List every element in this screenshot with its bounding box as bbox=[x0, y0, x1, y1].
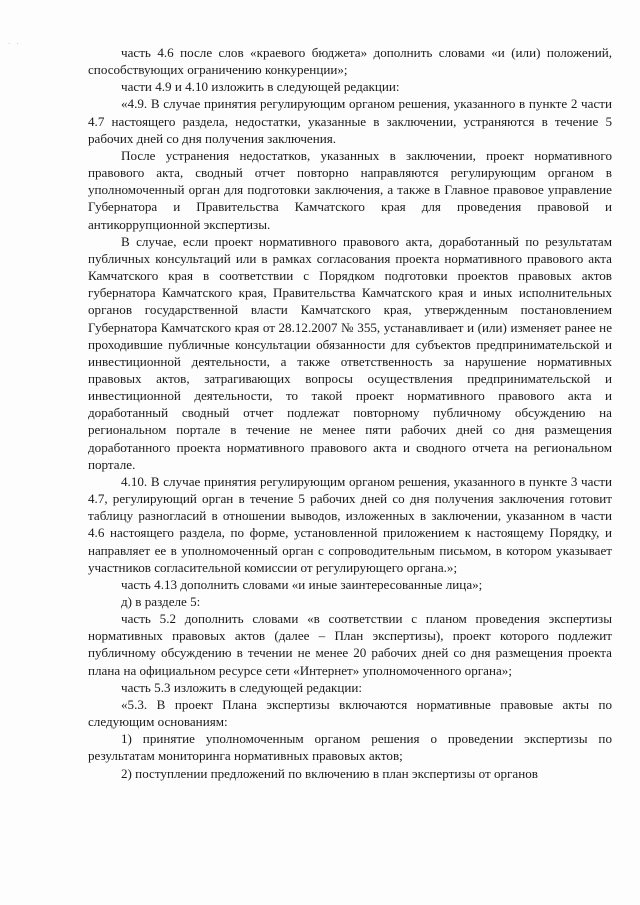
paragraph-4-10: 4.10. В случае принятия регулирующим органом решения, указанного в пункте 3 части 4.7, регулирующий орган в течение 5 рабочих дней со дня получения заключения готовит таблицу разногласий в отношении выводов, изложенных в заключении, указанном в части 4.6 настоящего раздела, по форме, установленной приложением к настоящему Порядку, и направляет ее в уполномоченный орган с сопроводительным письмом, в котором указывает участников согласительной комиссии от регулирующего органа.»; bbox=[88, 473, 612, 575]
scan-artifact-marks: · · bbox=[8, 40, 21, 48]
paragraph-section-5: д) в разделе 5: bbox=[121, 594, 201, 609]
paragraph-4-6: часть 4.6 после слов «краевого бюджета» дополнить словами «и (или) положений, способствующих ограничению конкуренции»; bbox=[88, 45, 612, 78]
paragraph-4-9: «4.9. В случае принятия регулирующим органом решения, указанного в пункте 2 части 4.7 настоящего раздела, недостатки, указанные в заключении, устраняются в течение 5 рабочих дней со дня получения заключения. bbox=[88, 96, 612, 146]
document-body bbox=[88, 44, 612, 782]
paragraph-4-9-4-10-intro: части 4.9 и 4.10 изложить в следующей редакции: bbox=[121, 79, 400, 95]
paragraph-5-3: «5.3. В проект Плана экспертизы включаются нормативные правовые акты по следующим основаниям: bbox=[88, 696, 612, 730]
paragraph-5-3-intro: часть 5.3 изложить в следующей редакции: bbox=[121, 679, 363, 695]
paragraph-4-13: часть 4.13 дополнить словами «и иные заинтересованные лица»; bbox=[121, 576, 483, 592]
paragraph-5-2: часть 5.2 дополнить словами «в соответствии с планом проведения экспертизы нормативных правовых актов (далее – План экспертизы), проект которого подлежит публичному обсуждению в течении не менее 20 рабочих дней со дня размещения проекта плана на официальном ресурсе сети «Интернет» уполномоченного органа»; bbox=[88, 611, 612, 678]
paragraph-item-1: 1) принятие уполномоченным органом решения о проведении экспертизы по результатам мониторинга нормативных правовых актов; bbox=[88, 731, 612, 764]
paragraph-after-fix: После устранения недостатков, указанных в заключении, проект нормативного правового акта, сводный отчет повторно направляются регулирующим органом в уполномоченный орган для подготовки заключения, а также в Главное правовое управление Губернатора и Правительства Камчатского края для проведения правовой и антикоррупционной экспертизы. bbox=[88, 147, 612, 232]
paragraph-public-consultation: В случае, если проект нормативного правового акта, доработанный по результатам публичных консультаций или в рамках согласования проекта нормативного правового акта Камчатского края в соответствии с Порядком подготовки проектов правовых актов губернатора Камчатского края, Правительства Камчатского края и иных исполнительных органов государственной власти Камчатского края, утвержденным постановлением Губернатора Камчатского края от 28.12.2007 № 355, устанавливает и (или) изменяет ранее не проходившие публичные консультации обязанности для субъектов предпринимательской и инвестиционной деятельности, а также ответственность за нарушение нормативных правовых актов, затрагивающих вопросы осуществления предпринимательской и инвестиционной деятельности, то такой проект нормативного правового акта и доработанный сводный отчет подлежат повторному публичному обсуждению на региональном портале в течение не менее пяти рабочих дней со дня размещения доработанного проекта нормативного правового акта и сводного отчета на региональном портале. bbox=[88, 233, 612, 472]
paragraph-item-2: 2) поступлении предложений по включению в план экспертизы от органов bbox=[121, 765, 538, 781]
